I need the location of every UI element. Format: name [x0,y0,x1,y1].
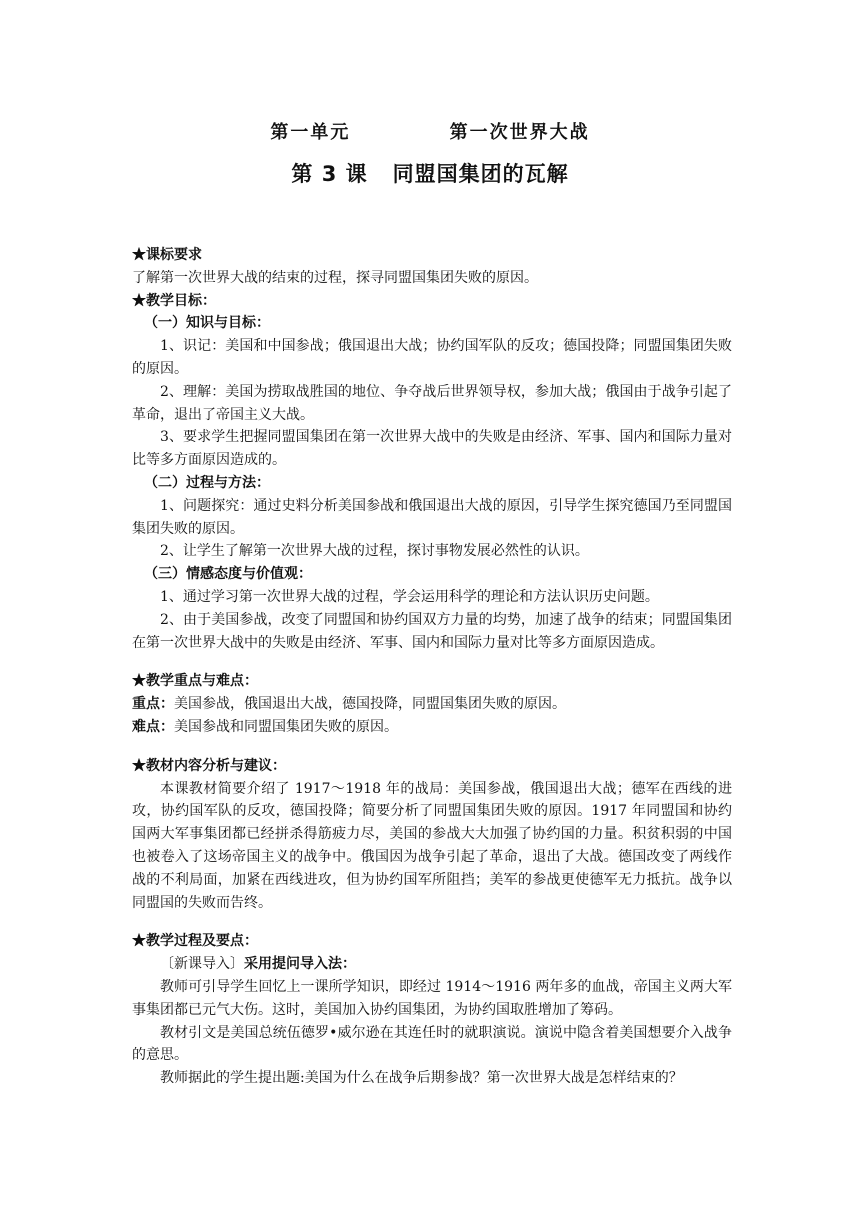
document-body [132,244,732,1090]
goal2-item: 2、让学生了解第一次世界大战的过程，探讨事物发展必然性的认识。 [160,543,589,560]
goal1-item: 2、理解：美国为捞取战胜国的地位、争夺战后世界领导权，参加大战；俄国由于战争引起了革命，退出了帝国主义大战。 [132,383,732,423]
difficulty-text: 美国参战和同盟国集团失败的原因。 [174,718,398,735]
goal2-heading: （二）过程与方法： [144,474,270,491]
process-paragraph: 教师可引导学生回忆上一课所学知识，即经过 1914～1916 两年多的血战，帝国主义两大军事集团都已元气大伤。这时，美国加入协约国集团，为协约国取胜增加了筹码。 [132,978,732,1018]
difficulty-label: 难点： [132,718,174,735]
goal1-item: 3、要求学生把握同盟国集团在第一次世界大战中的失败是由经济、军事、国内和国际力量对比等多方面原因造成的。 [132,429,732,469]
key-point [132,693,732,716]
analysis-heading: ★教材内容分析与建议： [132,757,286,774]
key-text: 美国参战，俄国退出大战，德国投降，同盟国集团失败的原因。 [174,696,566,713]
intro-line [132,953,732,976]
goal2-item: 1、问题探究：通过史料分析美国参战和俄国退出大战的原因，引导学生探究德国乃至同盟国集团失败的原因。 [132,497,732,537]
standards-heading: ★课标要求 [132,247,202,263]
goal3-item: 2、由于美国参战，改变了同盟国和协约国双方力量的均势，加速了战争的结束；同盟国集团在第一次世界大战中的失败是由经济、军事、国内和国际力量对比等多方面原因造成。 [132,611,732,651]
process-paragraph: 教师据此的学生提出题:美国为什么在战争后期参战？第一次世界大战是怎样结束的？ [160,1070,683,1087]
process-paragraph: 教材引文是美国总统伍德罗•威尔逊在其连任时的就职演说。演说中隐含着美国想要介入战争的意思。 [132,1024,732,1064]
goals-heading: ★教学目标： [132,292,216,309]
process-heading: ★教学过程及要点： [132,933,258,950]
goal1-heading: （一）知识与目标： [144,315,270,332]
goal1-item: 1、识记：美国和中国参战；俄国退出大战；协约国军队的反攻；德国投降；同盟国集团失败的原因。 [132,338,732,377]
goal3-heading: （三）情感态度与价值观： [144,566,312,583]
unit-title: 第一单元 第一次世界大战 [270,122,590,143]
analysis-text: 本课教材简要介绍了 1917～1918 年的战局：美国参战，俄国退出大战；德军在西线的进攻，协约国军队的反攻，德国投降；简要分析了同盟国集团失败的原因。1917 年同盟国和协约国两大军事集团都已经拼杀得筋疲力尽，美国的参战大大加强了协约国的力量。积贫积弱的中国也被卷入了这场帝国主义的战争中。俄国因为战争引起了革命，退出了大战。德国改变了两线作战的不利局面，加紧在西线进攻，但为协约国军所阻挡；美军的参战更使德军无力抵抗。战争以同盟国的失败而告终。 [132,780,732,911]
difficulty-point [132,716,732,739]
intro-method: 采用提问导入法： [244,956,356,973]
lesson-title: 第 3 课 同盟国集团的瓦解 [291,162,569,186]
intro-label: 〔新课导入〕 [160,956,244,973]
standards-text: 了解第一次世界大战的结束的过程，探寻同盟国集团失败的原因。 [132,269,538,286]
key-label: 重点： [132,696,174,713]
key-heading: ★教学重点与难点： [132,673,258,690]
goal3-item: 1、通过学习第一次世界大战的过程，学会运用科学的理论和方法认识历史问题。 [160,588,659,605]
